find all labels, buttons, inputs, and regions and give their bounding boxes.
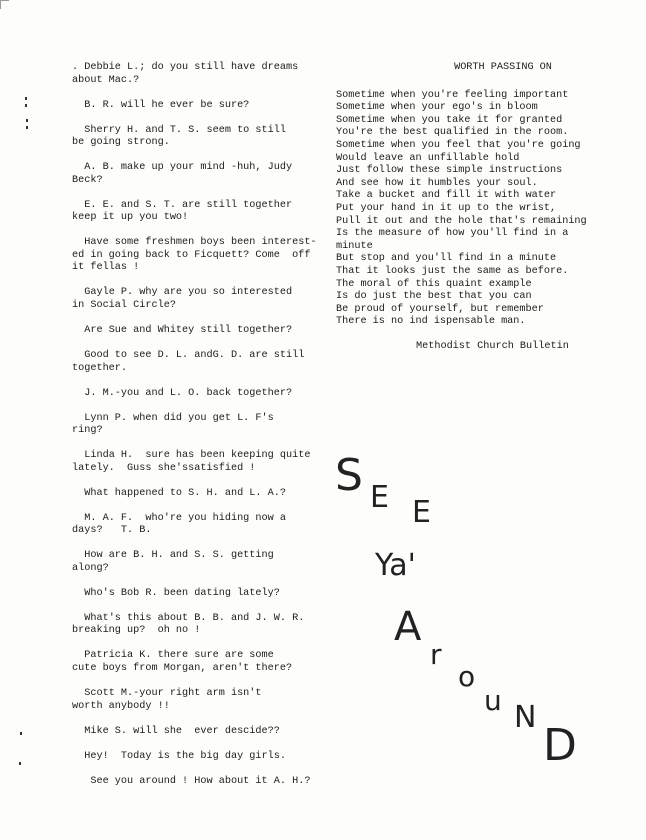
gossip-line: days? T. B.	[72, 525, 152, 537]
handwritten-letter: u	[484, 684, 502, 717]
gossip-line: keep it up you two!	[72, 212, 189, 224]
gossip-line: cute boys from Morgan, aren't there?	[72, 663, 293, 675]
gossip-item	[72, 588, 330, 601]
poem-line: You're the best qualified in the room.	[336, 127, 569, 139]
poem-column	[336, 62, 636, 353]
handwritten-letter: E	[370, 480, 389, 515]
poem-line: Sometime when you're feeling important	[336, 89, 569, 101]
gossip-item	[72, 550, 330, 575]
poem-attribution: Methodist Church Bulletin	[416, 340, 569, 352]
gossip-line: along?	[72, 562, 109, 574]
handwritten-letter: Ya'	[375, 548, 416, 583]
poem-line: And see how it humbles your soul.	[336, 177, 538, 189]
gossip-item	[72, 125, 330, 150]
gossip-line: Are Sue and Whitey still together?	[72, 325, 293, 337]
gossip-item	[72, 200, 330, 225]
gossip-line: be going strong.	[72, 137, 170, 149]
gossip-line: Linda H. sure has been keeping quite	[72, 450, 311, 462]
gossip-line: Beck?	[72, 174, 103, 186]
gossip-item	[72, 751, 330, 764]
gossip-item	[72, 162, 330, 187]
handwritten-letter: o	[458, 660, 476, 693]
margin-mark	[25, 104, 27, 107]
gossip-item	[72, 350, 330, 375]
poem-line: Would leave an unfillable hold	[336, 152, 520, 164]
gossip-line: How are B. H. and S. S. getting	[72, 550, 274, 562]
gossip-item	[72, 513, 330, 538]
poem-line: Be proud of yourself, but remember	[336, 303, 544, 315]
poem-line: Sometime when you take it for granted	[336, 114, 563, 126]
gossip-line: Who's Bob R. been dating lately?	[72, 587, 280, 599]
poem-body	[336, 90, 636, 329]
gossip-line: about Mac.?	[72, 74, 140, 86]
gossip-item	[72, 726, 330, 739]
gossip-line: worth anybody !!	[72, 700, 170, 712]
poem-line: Put your hand in it up to the wrist,	[336, 202, 557, 214]
poem-line: There is no ind ispensable man.	[336, 316, 526, 328]
gossip-item	[72, 287, 330, 312]
poem-line: Just follow these simple instructions	[336, 165, 563, 177]
gossip-item	[72, 688, 330, 713]
poem-line: But stop and you'll find in a minute	[336, 253, 557, 265]
margin-mark	[26, 119, 28, 122]
gossip-line: in Social Circle?	[72, 300, 176, 312]
gossip-line: M. A. F. who're you hiding now a	[72, 512, 286, 524]
poem-line: Is the measure of how you'll find in a	[336, 228, 569, 240]
gossip-line: Hey! Today is the big day girls.	[72, 750, 286, 762]
gossip-item	[72, 62, 330, 87]
gossip-line: together.	[72, 362, 128, 374]
gossip-line: ring?	[72, 425, 103, 437]
handwritten-letter: r	[430, 638, 442, 671]
gossip-item	[72, 650, 330, 675]
gossip-line: J. M.-you and L. O. back together?	[72, 387, 293, 399]
handwritten-letter: D	[543, 720, 577, 771]
gossip-line: . Debbie L.; do you still have dreams	[72, 62, 299, 73]
gossip-line: breaking up? oh no !	[72, 625, 201, 637]
poem-line: Is do just the best that you can	[336, 291, 532, 303]
gossip-item	[72, 237, 330, 275]
margin-mark	[19, 762, 21, 765]
gossip-line: What happened to S. H. and L. A.?	[72, 487, 286, 499]
gossip-line: Sherry H. and T. S. seem to still	[72, 124, 286, 136]
handwritten-letter: A	[394, 604, 422, 650]
gossip-item	[72, 488, 330, 501]
poem-line: Pull it out and the hole that's remaining	[336, 215, 587, 227]
gossip-item	[72, 450, 330, 475]
poem-line: The moral of this quaint example	[336, 278, 532, 290]
handwritten-letter: N	[514, 700, 537, 735]
gossip-item	[72, 776, 330, 789]
gossip-line: E. E. and S. T. are still together	[72, 199, 293, 211]
gossip-item	[72, 100, 330, 113]
gossip-line: What's this about B. B. and J. W. R.	[72, 612, 305, 624]
gossip-line: Mike S. will she ever descide??	[72, 725, 280, 737]
gossip-line: Good to see D. L. andG. D. are still	[72, 350, 305, 362]
margin-mark	[25, 97, 27, 100]
gossip-item	[72, 388, 330, 401]
gossip-line: Scott M.-your right arm isn't	[72, 688, 262, 700]
margin-mark	[20, 732, 22, 735]
gossip-line: Have some freshmen boys been interest-	[72, 237, 317, 249]
gossip-item	[72, 325, 330, 338]
gossip-line: it fellas !	[72, 262, 140, 274]
gossip-line: Lynn P. when did you get L. F's	[72, 412, 274, 424]
poem-title: WORTH PASSING ON	[454, 62, 552, 73]
handwritten-letter: S	[335, 450, 363, 501]
handwritten-letter: E	[412, 495, 431, 530]
gossip-line: Patricia K. there sure are some	[72, 650, 274, 662]
gossip-line: ed in going back to Ficquett? Come off	[72, 249, 311, 261]
margin-mark	[26, 126, 28, 129]
poem-line: Take a bucket and fill it with water	[336, 190, 557, 202]
gossip-line: See you around ! How about it A. H.?	[72, 775, 311, 787]
gossip-column	[72, 62, 330, 801]
gossip-item	[72, 413, 330, 438]
gossip-line: B. R. will he ever be sure?	[72, 99, 250, 111]
gossip-line: lately. Guss she'ssatisfied !	[72, 462, 256, 474]
gossip-line: A. B. make up your mind -huh, Judy	[72, 162, 293, 174]
poem-line: Sometime when your ego's in bloom	[336, 102, 538, 114]
gossip-line: Gayle P. why are you so interested	[72, 287, 293, 299]
poem-line: Sometime when you feel that you're going	[336, 139, 581, 151]
poem-line: minute	[336, 240, 373, 252]
poem-line: That it looks just the same as before.	[336, 265, 569, 277]
page-corner-mark	[0, 0, 9, 9]
gossip-item	[72, 613, 330, 638]
